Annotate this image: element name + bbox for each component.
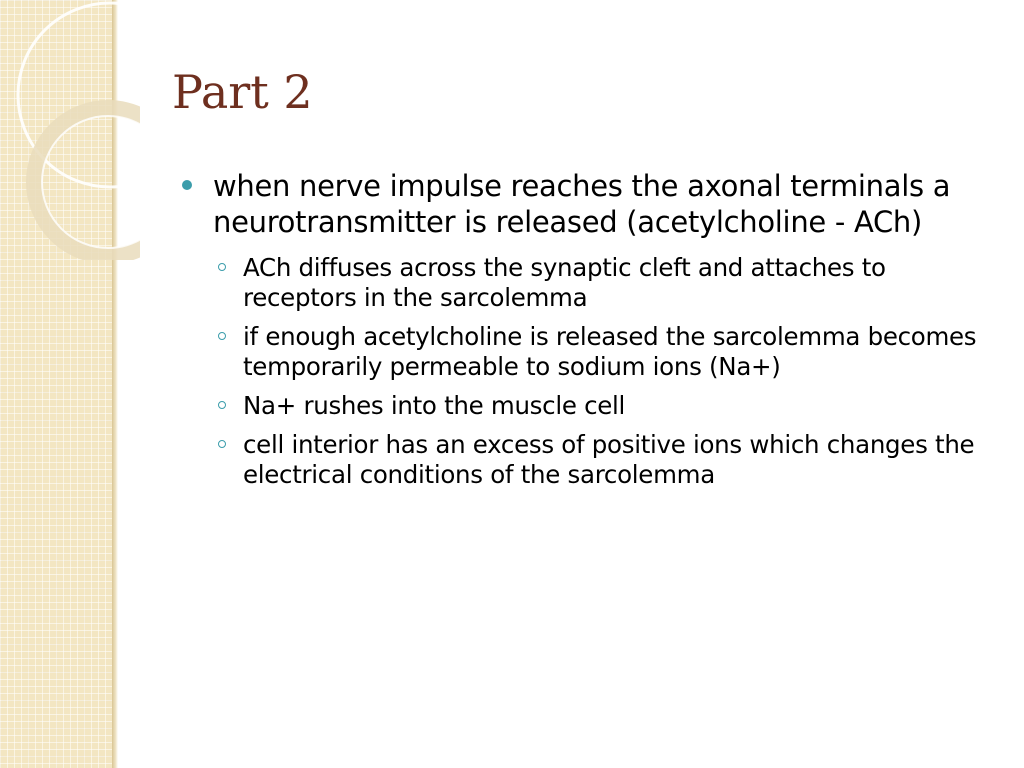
ring-bullet-icon [218,401,226,409]
sub-bullet-text: cell interior has an excess of positive ions which changes the electrical conditions of the sarcolemma [243,430,975,490]
sub-bullet [216,430,982,490]
decorative-side-band [0,0,112,768]
filled-bullet-icon [182,180,192,190]
side-band-edge [112,0,118,768]
sub-bullet [216,322,982,382]
ring-bullet-icon [218,263,226,271]
sub-bullet [216,391,982,421]
sub-bullet-text: Na+ rushes into the muscle cell [243,391,626,420]
main-bullet-text: when nerve impulse reaches the axonal terminals a neurotransmitter is released (acetylcholine - ACh) [213,169,951,240]
sub-bullet-text: ACh diffuses across the synaptic cleft and attaches to receptors in the sarcolemma [243,252,886,312]
slide-title: Part 2 [172,65,313,119]
slide-content [182,168,982,499]
sub-bullet [216,253,982,313]
main-bullet [182,168,982,241]
sub-bullet-text: if enough acetylcholine is released the sarcolemma becomes temporarily permeable to sodium ions (Na+) [243,321,977,381]
ring-bullet-icon [218,332,226,340]
ring-bullet-icon [218,440,226,448]
sub-bullet-list [216,253,982,491]
